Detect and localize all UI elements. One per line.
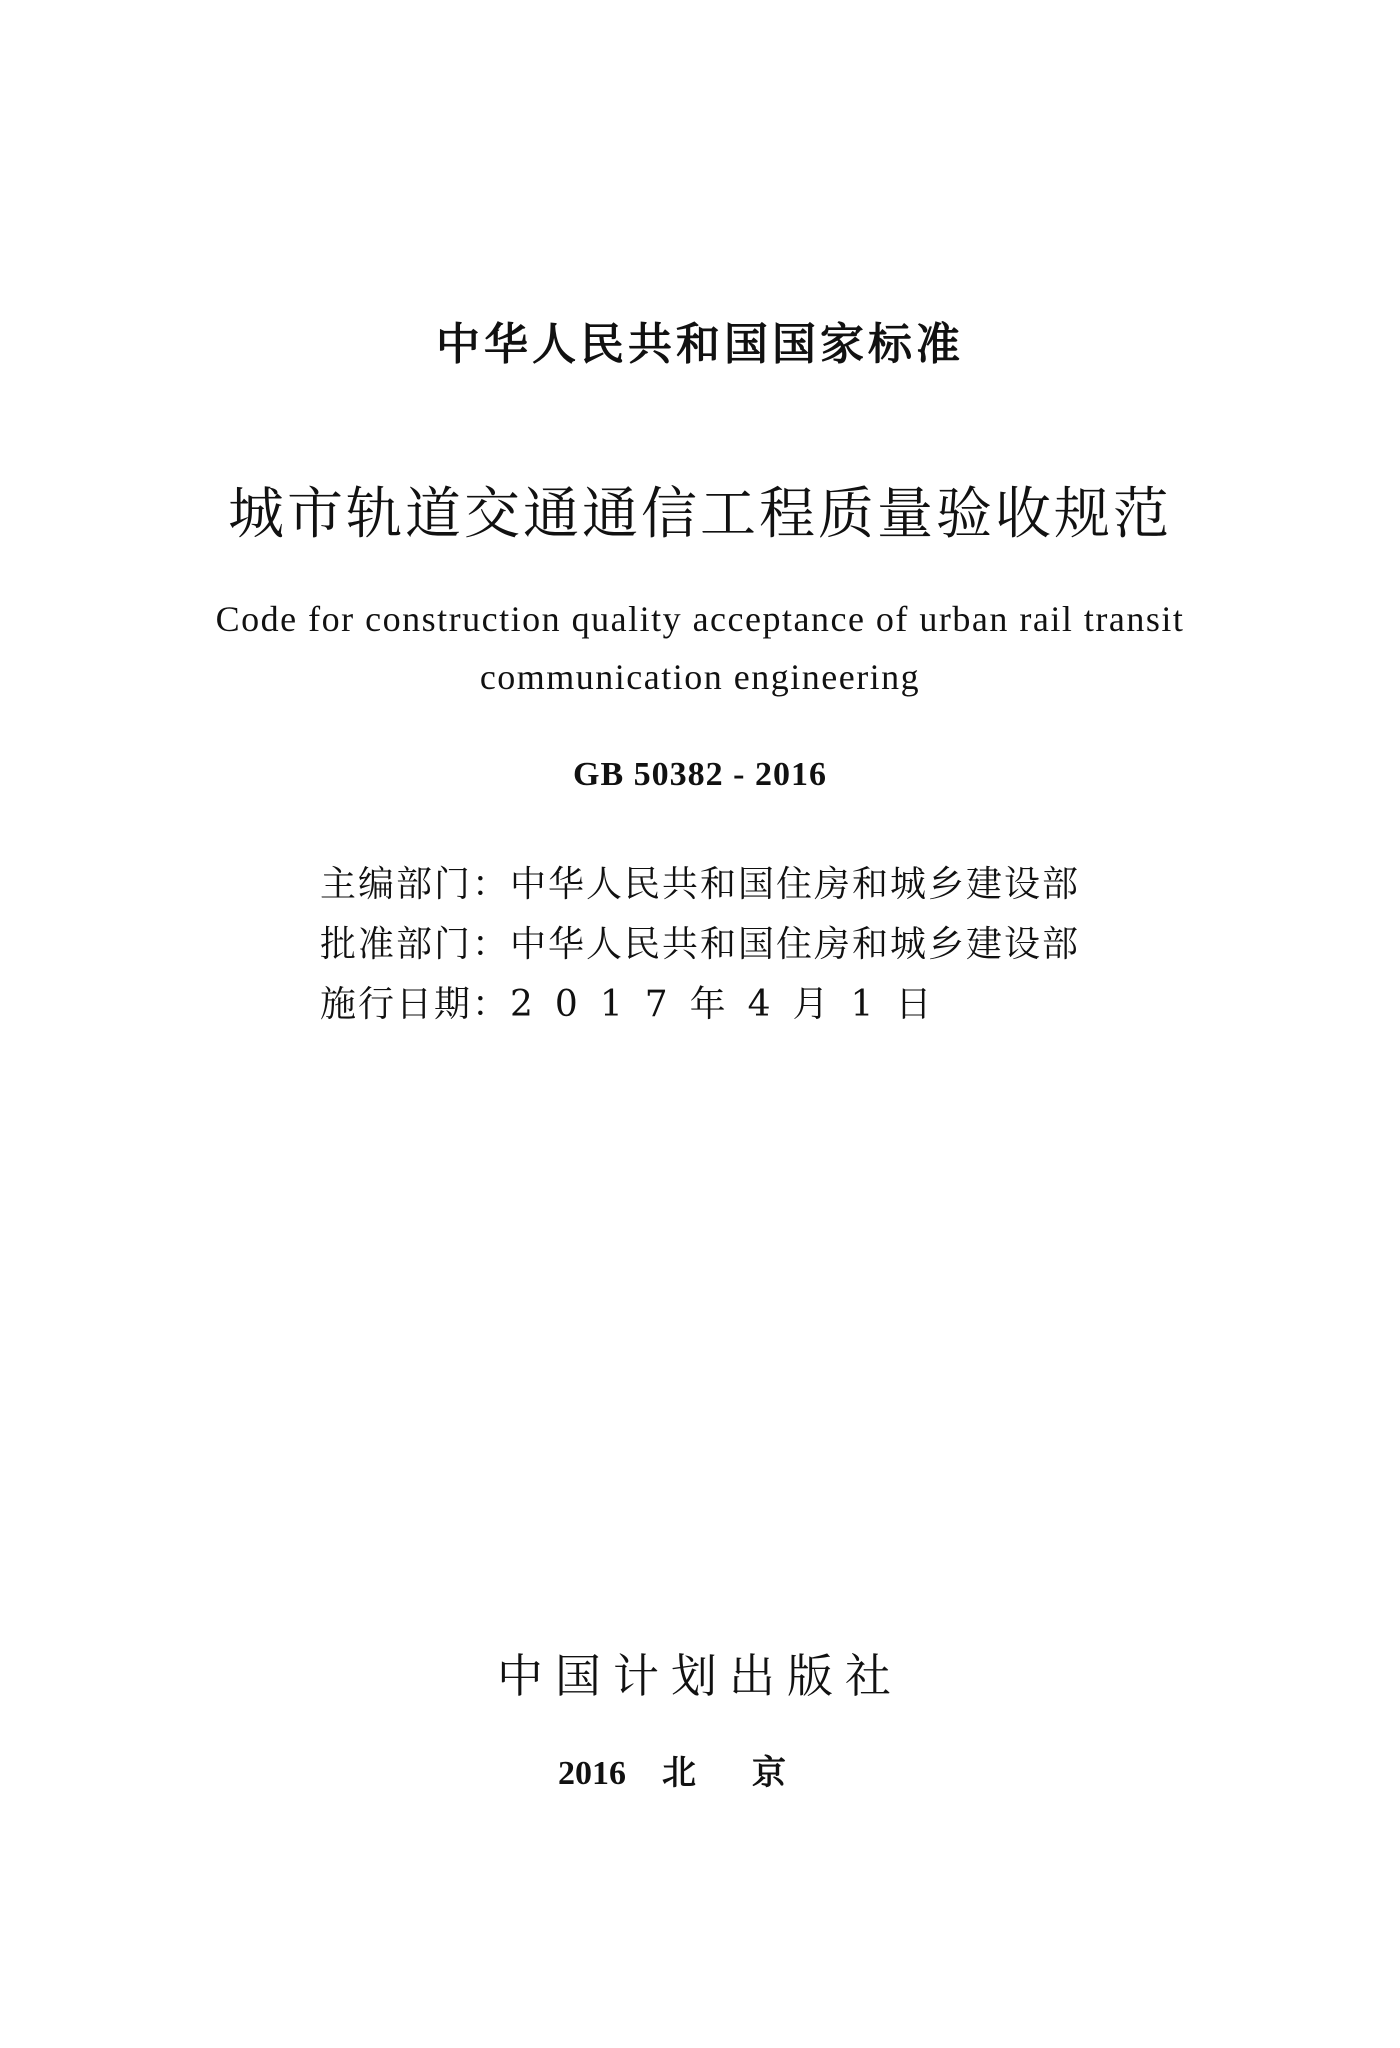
effective-date-row	[320, 975, 1120, 1035]
editor-department-row	[320, 855, 1120, 915]
publication-city: 北京	[662, 1753, 842, 1793]
document-title-chinese: 城市轨道交通通信工程质量验收规范	[228, 482, 1172, 547]
approver-department-row	[320, 915, 1120, 975]
approver-department-label: 批准部门：	[320, 924, 511, 965]
publisher-name: 中国计划出版社	[497, 1649, 903, 1703]
effective-date-value: 2017年4月1日	[510, 984, 954, 1025]
document-info-block	[320, 855, 1120, 1035]
national-standard-heading: 中华人民共和国国家标准	[436, 319, 964, 370]
approver-department-value: 中华人民共和国住房和城乡建设部	[510, 924, 1081, 965]
english-title-line-2: communication engineering	[479, 657, 921, 697]
english-title-line-1: Code for construction quality acceptance of urban rail transit	[215, 599, 1185, 639]
publication-year: 2016	[558, 1755, 626, 1792]
document-title-english	[0, 590, 1400, 706]
effective-date-label: 施行日期：	[320, 984, 511, 1025]
standard-code-number: GB 50382 - 2016	[573, 756, 827, 793]
publication-year-place	[0, 1745, 1400, 1794]
editor-department-label: 主编部门：	[320, 864, 511, 905]
editor-department-value: 中华人民共和国住房和城乡建设部	[510, 864, 1081, 905]
